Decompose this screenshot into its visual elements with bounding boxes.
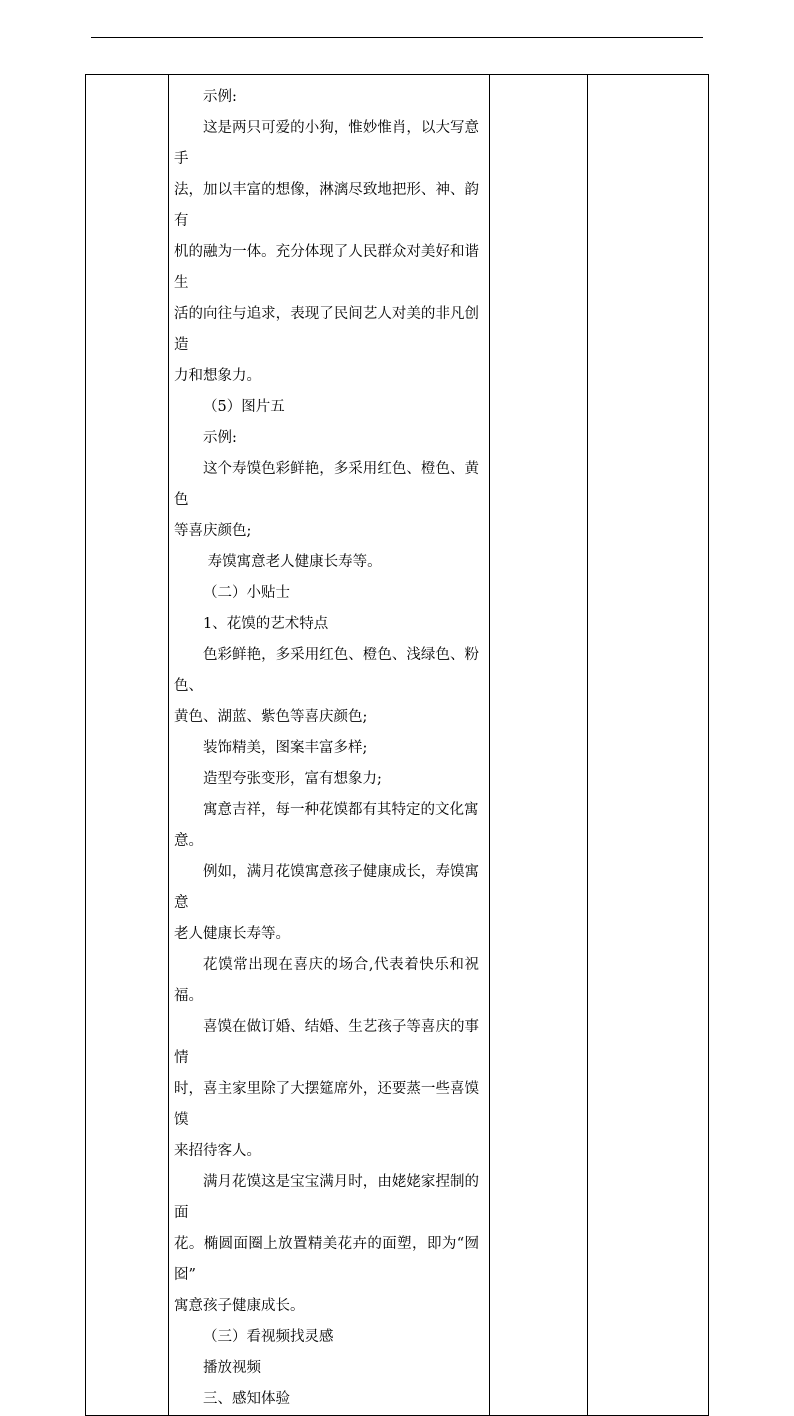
text-line: 示例: [203,89,237,105]
header-rule [91,37,703,38]
text-line: 喜馍在做订婚、结婚、生艺孩子等喜庆的事情 [174,1019,479,1066]
text-line: （三）看视频找灵感 [203,1329,334,1345]
text-line: 活的向往与追求，表现了民间艺人对美的非凡创造 [174,306,479,353]
text-line: 力和想象力。 [174,368,261,384]
stage-cell [86,75,169,1416]
text-line: 花。椭圆面圈上放置精美花卉的面塑，即为“囫囵” [174,1236,479,1283]
text-line: 这个寿馍色彩鲜艳，多采用红色、橙色、黄色 [174,461,479,508]
text-line: 等喜庆颜色; [174,523,252,539]
table-row [86,75,709,1416]
text-line: 意。 [174,833,203,849]
text-line: 这是两只可爱的小狗，惟妙惟肖，以大写意手 [174,120,479,167]
content-cell [169,75,490,1416]
lesson-content [169,75,489,1415]
text-line: 色彩鲜艳，多采用红色、橙色、浅绿色、粉色、 [174,647,479,694]
text-line: 老人健康长寿等。 [174,926,290,942]
text-line: 寿馍寓意老人健康长寿等。 [203,554,382,570]
student-activity-cell [490,75,588,1416]
text-line: 寓意孩子健康成长。 [174,1298,305,1314]
text-line: 寓意吉祥，每一种花馍都有其特定的文化寓 [203,802,479,818]
design-intent-cell [588,75,709,1416]
text-line: 机的融为一体。充分体现了人民群众对美好和谐生 [174,244,479,291]
text-line: 满月花馍这是宝宝满月时，由姥姥家捏制的面 [174,1174,479,1221]
text-line: 装饰精美，图案丰富多样; [203,740,368,756]
text-line: （5）图片五 [203,399,285,415]
text-line: 花馍常出现在喜庆的场合,代表着快乐和祝福。 [174,957,479,1004]
lesson-plan-table [85,74,709,1416]
text-line: 来招待客人。 [174,1143,261,1159]
text-line: 造型夸张变形，富有想象力; [203,771,382,787]
text-line: 1、花馍的艺术特点 [203,616,329,632]
text-line: 示例: [203,430,237,446]
text-line: 三、感知体验 [203,1391,290,1407]
text-line: 播放视频 [203,1360,261,1376]
text-line: 法，加以丰富的想像，淋漓尽致地把形、神、韵有 [174,182,479,229]
text-line: 时，喜主家里除了大摆筵席外，还要蒸一些喜馍馍 [174,1081,479,1128]
text-line: 黄色、湖蓝、紫色等喜庆颜色; [174,709,368,725]
text-line: （二）小贴士 [203,585,290,601]
text-line: 例如，满月花馍寓意孩子健康成长，寿馍寓意 [174,864,479,911]
